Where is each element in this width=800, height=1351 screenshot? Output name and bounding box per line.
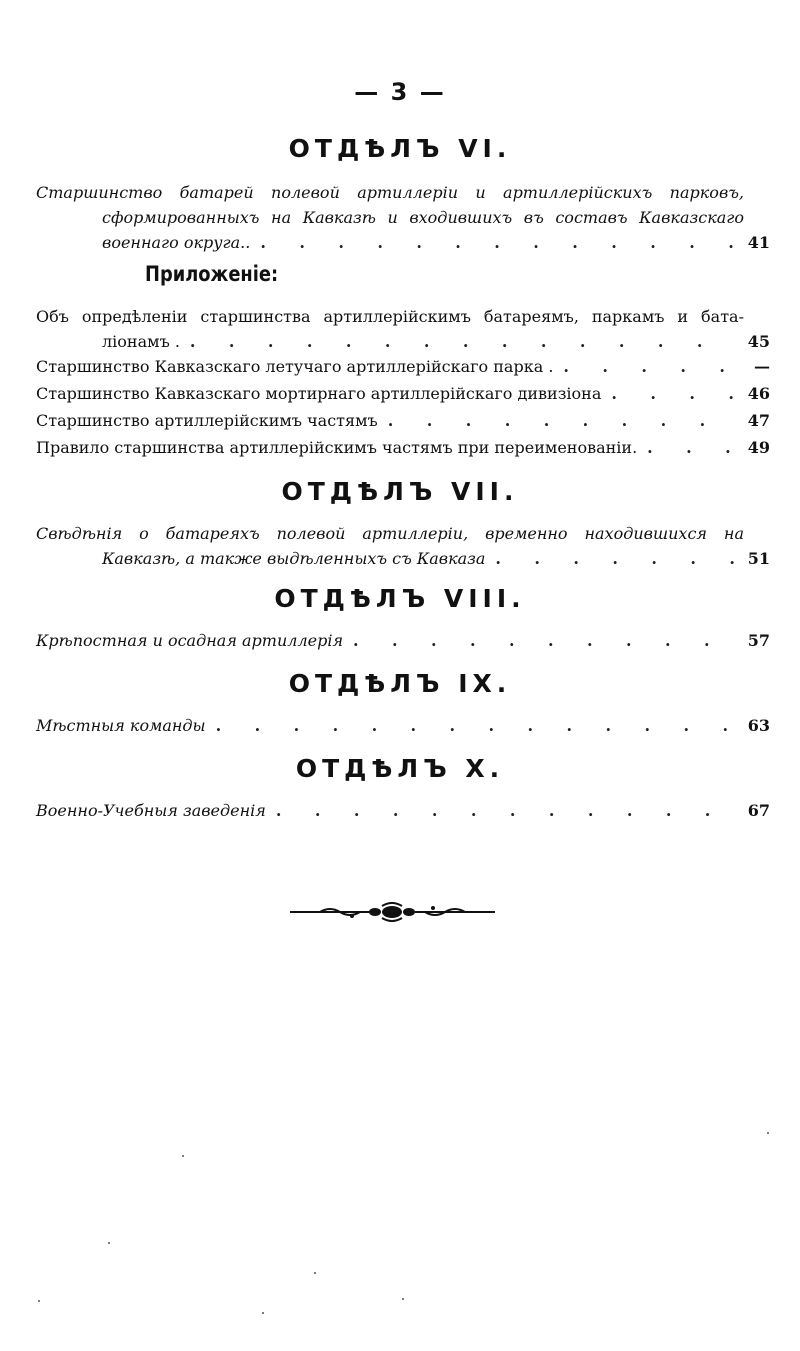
entry-line: Старшинство Кавказскаго мортирнаго артиллерійскаго дивизіона (36, 384, 602, 403)
section-title-7: ОТДѢЛЪ VII. (281, 477, 519, 506)
dot-leader (553, 354, 734, 379)
page-number: — 3 — (354, 78, 446, 106)
entry-line: Мѣстныя команды (36, 716, 206, 735)
page-ref: 63 (747, 716, 770, 735)
ornament-divider-icon (290, 902, 495, 922)
toc-entry-military-schools[interactable] (36, 798, 770, 823)
section-title-10: ОТДѢЛЪ X. (295, 754, 505, 783)
entry-line: Правило старшинства артиллерійскимъ частямъ при переименованіи. (36, 438, 638, 457)
entry-line: Свѣдѣнія о батареяхъ полевой артиллеріи, временно находившихся на (36, 524, 744, 543)
entry-line: Старшинство Кавказскаго летучаго артиллерійскаго парка . (36, 357, 554, 376)
page-ref: 46 (747, 384, 770, 403)
entry-line: Старшинство батарей полевой артиллеріи и артиллерійскихъ парковъ, (36, 183, 744, 202)
dot-leader (266, 798, 734, 823)
entry-line: военнаго округа.. (102, 233, 251, 252)
section-title-8: ОТДѢЛЪ VIII. (274, 584, 526, 613)
page-ref: 45 (747, 332, 770, 351)
dot-leader (250, 230, 734, 255)
dot-leader (180, 329, 734, 354)
toc-entry-artillery-units[interactable] (36, 408, 770, 433)
toc-entry-local-teams[interactable] (36, 713, 770, 738)
entry-line: сформированныхъ на Кавказѣ и входившихъ въ составъ Кавказскаго (102, 208, 744, 227)
entry-line: Крѣпостная и осадная артиллерія (36, 631, 344, 650)
dot-leader (378, 408, 734, 433)
toc-entry-seniority-batteries[interactable] (36, 180, 770, 255)
entry-line: Кавказѣ, а также выдѣленныхъ съ Кавказа (102, 549, 486, 568)
toc-entry-flying-park[interactable] (36, 354, 770, 379)
page-ref: 49 (747, 438, 770, 457)
toc-entry-mortar-division[interactable] (36, 381, 770, 406)
toc-entry-renaming-rule[interactable] (36, 435, 770, 460)
page-ref: 41 (747, 233, 770, 252)
page-ref: 67 (747, 801, 770, 820)
dot-leader (637, 435, 734, 460)
entry-line: ліонамъ . (102, 332, 180, 351)
dot-leader (601, 381, 734, 406)
dot-leader (206, 713, 734, 738)
page-ref: 47 (747, 411, 770, 430)
toc-entry-fortress-artillery[interactable] (36, 628, 770, 653)
appendix-title: Приложеніе: (145, 262, 279, 286)
section-title-9: ОТДѢЛЪ IX. (288, 669, 512, 698)
toc-entry-determining-seniority[interactable] (36, 304, 770, 354)
page-ref: 51 (747, 549, 770, 568)
dot-leader (343, 628, 734, 653)
page-ref: 57 (747, 631, 770, 650)
entry-line: Военно-Учебныя заведенія (36, 801, 266, 820)
page-ref: — (754, 357, 770, 376)
entry-line: Старшинство артиллерійскимъ частямъ (36, 411, 378, 430)
toc-entry-temporary-batteries[interactable] (36, 521, 770, 571)
entry-line: Объ опредѣленіи старшинства артиллерійскимъ батареямъ, паркамъ и бата- (36, 307, 744, 326)
section-title-6: ОТДѢЛЪ VI. (288, 134, 512, 163)
dot-leader (485, 546, 734, 571)
